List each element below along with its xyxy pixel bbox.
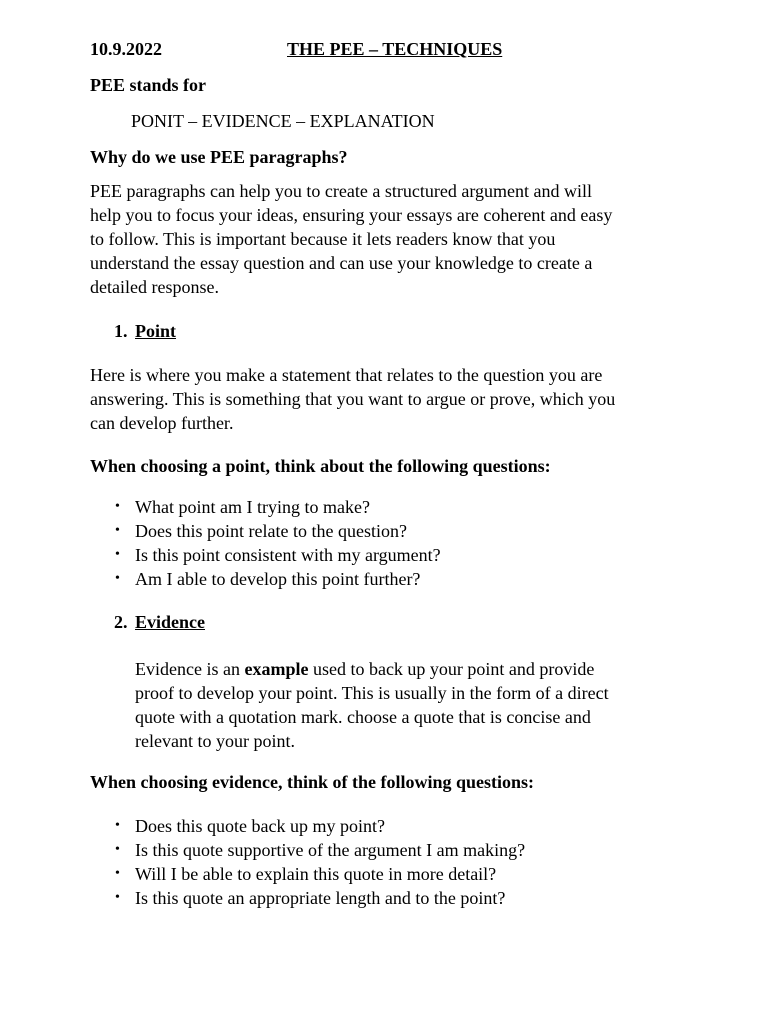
paragraph-line: PEE paragraphs can help you to create a structured argument and will [90, 181, 592, 201]
evidence-questions-list [90, 814, 525, 910]
stands-for-label: PEE stands for [90, 75, 207, 95]
list-item [90, 838, 525, 862]
section-heading-point [114, 319, 176, 343]
list-item-text: Does this quote back up my point? [135, 816, 385, 836]
document-title: THE PEE – TECHNIQUES [287, 39, 503, 59]
paragraph-line: detailed response. [90, 277, 219, 297]
list-item-text: Is this point consistent with my argument? [135, 545, 441, 565]
bullet-icon: • [115, 523, 120, 538]
section-label: Evidence [135, 612, 205, 632]
section-number: 1. [114, 321, 128, 341]
list-item-text: Is this quote an appropriate length and to the point? [135, 888, 506, 908]
bullet-icon: • [115, 866, 120, 881]
list-item [90, 543, 441, 567]
list-item [90, 519, 441, 543]
list-item-text: Am I able to develop this point further? [135, 569, 421, 589]
paragraph-line: help you to focus your ideas, ensuring your essays are coherent and easy [90, 205, 613, 225]
section-label: Point [135, 321, 177, 341]
list-item [90, 495, 441, 519]
list-item [90, 567, 441, 591]
list-item-text: Is this quote supportive of the argument I am making? [135, 840, 526, 860]
point-paragraph [90, 363, 690, 435]
evidence-line-start: Evidence is an [135, 659, 245, 679]
paragraph-line: to follow. This is important because it lets readers know that you [90, 229, 556, 249]
list-item [90, 814, 525, 838]
why-heading: Why do we use PEE paragraphs? [90, 147, 348, 167]
paragraph-line [135, 657, 695, 681]
paragraph-line: answering. This is something that you want to argue or prove, which you [90, 389, 616, 409]
evidence-line-end: used to back up your point and provide [308, 659, 595, 679]
why-paragraph [90, 179, 690, 299]
bullet-icon: • [115, 547, 120, 562]
paragraph-line: understand the essay question and can use your knowledge to create a [90, 253, 593, 273]
bullet-icon: • [115, 842, 120, 857]
paragraph-line: quote with a quotation mark. choose a quote that is concise and [135, 707, 591, 727]
bullet-icon: • [115, 571, 120, 586]
list-item [90, 862, 525, 886]
bullet-icon: • [115, 499, 120, 514]
evidence-questions-heading: When choosing evidence, think of the following questions: [90, 772, 535, 792]
list-item-text: Will I be able to explain this quote in more detail? [135, 864, 497, 884]
document-date: 10.9.2022 [90, 39, 162, 59]
paragraph-line: Here is where you make a statement that relates to the question you are [90, 365, 603, 385]
list-item-text: Does this point relate to the question? [135, 521, 407, 541]
evidence-keyword: example [244, 659, 309, 679]
paragraph-line: can develop further. [90, 413, 234, 433]
list-item-text: What point am I trying to make? [135, 497, 370, 517]
document-header [90, 37, 690, 61]
point-questions-list [90, 495, 441, 591]
pee-expansion: PONIT – EVIDENCE – EXPLANATION [131, 111, 435, 131]
paragraph-line: proof to develop your point. This is usually in the form of a direct [135, 683, 609, 703]
bullet-icon: • [115, 818, 120, 833]
section-number: 2. [114, 612, 128, 632]
paragraph-line: relevant to your point. [135, 731, 295, 751]
point-questions-heading: When choosing a point, think about the following questions: [90, 456, 551, 476]
list-item [90, 886, 525, 910]
section-heading-evidence [114, 610, 205, 634]
evidence-paragraph [135, 657, 695, 753]
bullet-icon: • [115, 890, 120, 905]
